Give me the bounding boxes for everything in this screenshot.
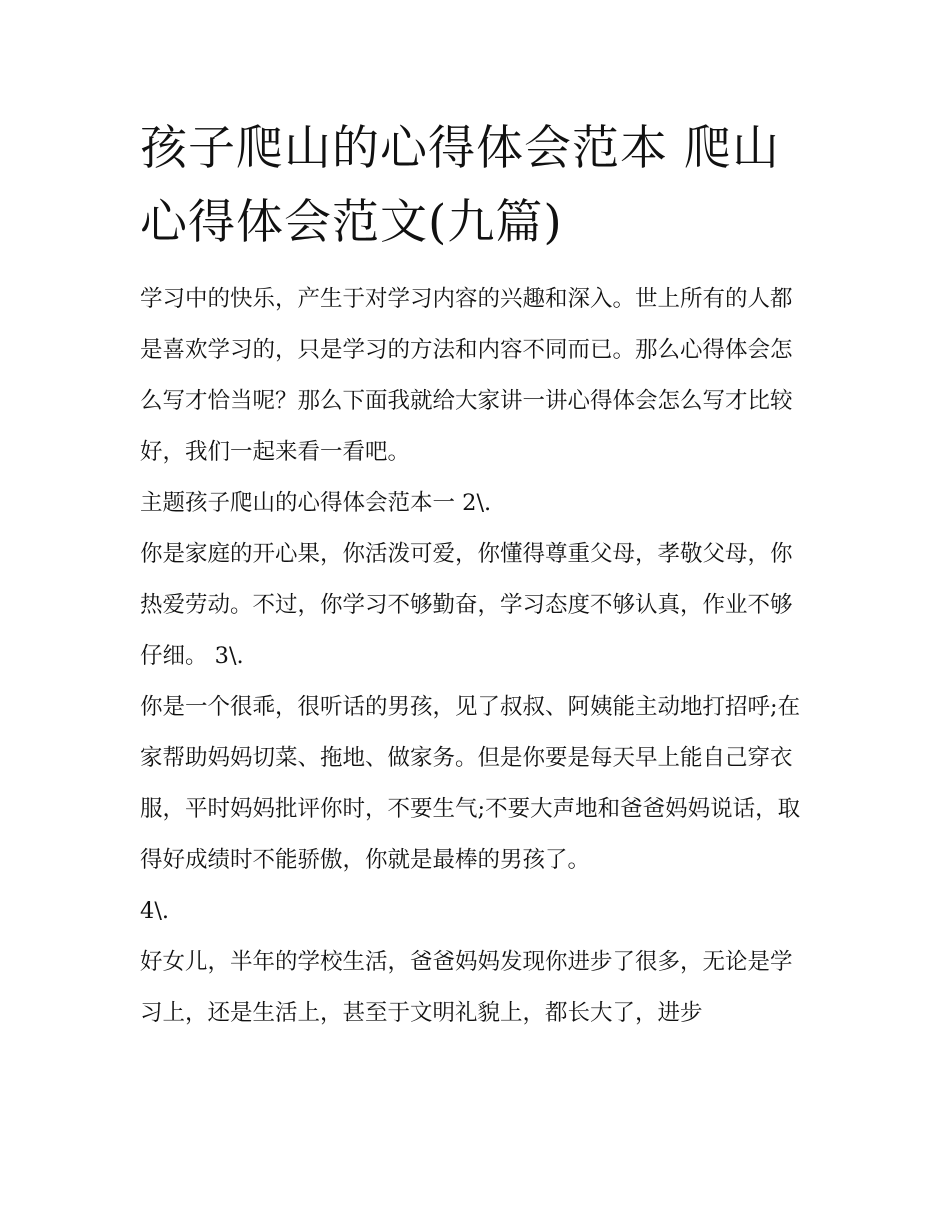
- paragraph-heading-one: 主题孩子爬山的心得体会范本一 2\.: [140, 490, 492, 516]
- paragraph-four: 好女儿，半年的学校生活，爸爸妈妈发现你进步了很多，无论是学习上，还是生活上，甚至于文明礼貌上，都长大了，进步: [140, 949, 793, 1026]
- paragraph-three: 你是一个很乖，很听话的男孩，见了叔叔、阿姨能主动地打招呼;在家帮助妈妈切菜、拖地、做家务。但是你要是每天早上能自己穿衣服，平时妈妈批评你时，不要生气;不要大声地和爸爸妈妈说话，取得好成绩时不能骄傲，你就是最棒的男孩了。: [140, 694, 801, 873]
- document-title: 孩子爬山的心得体会范本 爬山心得体会范文(九篇): [140, 121, 780, 250]
- paragraph-two: 你是家庭的开心果，你活泼可爱，你懂得尊重父母，孝敬父母，你热爱劳动。不过，你学习不够勤奋，学习态度不够认真，作业不够仔细。 3\.: [140, 541, 793, 669]
- paragraph-four-number: 4\.: [140, 898, 170, 924]
- paragraph-intro: 学习中的快乐，产生于对学习内容的兴趣和深入。世上所有的人都是喜欢学习的，只是学习的方法和内容不同而已。那么心得体会怎么写才恰当呢？那么下面我就给大家讲一讲心得体会怎么写才比较好，我们一起来看一看吧。: [140, 286, 793, 465]
